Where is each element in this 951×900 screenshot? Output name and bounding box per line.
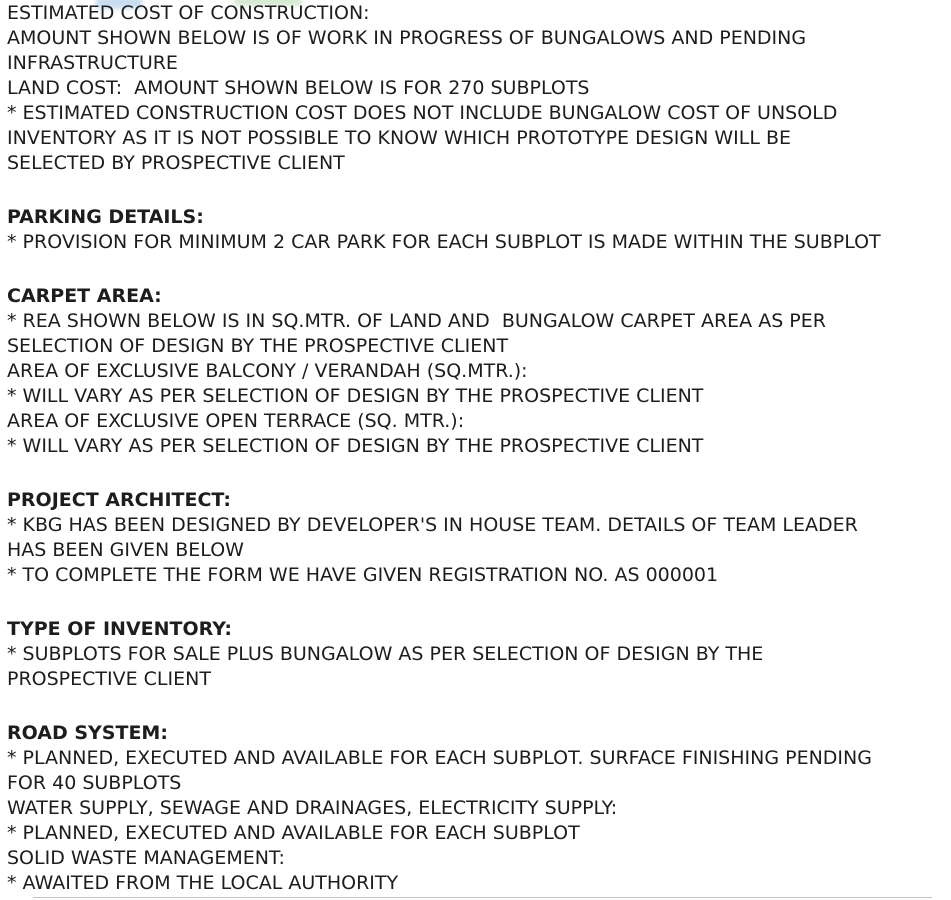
text-line: * REA SHOWN BELOW IS IN SQ.MTR. OF LAND AND BUNGALOW CARPET AREA AS PER xyxy=(7,310,826,332)
text-line: * TO COMPLETE THE FORM WE HAVE GIVEN REGISTRATION NO. AS 000001 xyxy=(7,564,719,586)
section-carpet-area xyxy=(7,284,951,459)
text-line: * SUBPLOTS FOR SALE PLUS BUNGALOW AS PER SELECTION OF DESIGN BY THE xyxy=(7,643,764,665)
section-heading: PROJECT ARCHITECT: xyxy=(7,489,231,511)
section-type-of-inventory xyxy=(7,617,951,692)
text-line: * WILL VARY AS PER SELECTION OF DESIGN BY THE PROSPECTIVE CLIENT xyxy=(7,435,704,457)
text-line: * PLANNED, EXECUTED AND AVAILABLE FOR EACH SUBPLOT. SURFACE FINISHING PENDING xyxy=(7,747,872,769)
text-line: HAS BEEN GIVEN BELOW xyxy=(7,539,244,561)
text-line: * WILL VARY AS PER SELECTION OF DESIGN BY THE PROSPECTIVE CLIENT xyxy=(7,385,704,407)
text-line: INFRASTRUCTURE xyxy=(7,52,178,74)
text-line: SELECTED BY PROSPECTIVE CLIENT xyxy=(7,152,345,174)
text-line: PROSPECTIVE CLIENT xyxy=(7,668,211,690)
section-parking-details xyxy=(7,205,951,255)
text-line: WATER SUPPLY, SEWAGE AND DRAINAGES, ELECTRICITY SUPPLY: xyxy=(7,797,618,819)
text-line: INVENTORY AS IT IS NOT POSSIBLE TO KNOW WHICH PROTOTYPE DESIGN WILL BE xyxy=(7,127,792,149)
text-line: FOR 40 SUBPLOTS xyxy=(7,772,182,794)
text-line: * AWAITED FROM THE LOCAL AUTHORITY xyxy=(7,872,399,894)
text-line: * PROVISION FOR MINIMUM 2 CAR PARK FOR EACH SUBPLOT IS MADE WITHIN THE SUBPLOT xyxy=(7,231,881,253)
section-estimated-cost xyxy=(7,1,951,176)
text-line: AREA OF EXCLUSIVE BALCONY / VERANDAH (SQ.MTR.): xyxy=(7,360,528,382)
section-project-architect xyxy=(7,488,951,588)
section-heading: TYPE OF INVENTORY: xyxy=(7,618,232,640)
text-line: AREA OF EXCLUSIVE OPEN TERRACE (SQ. MTR.): xyxy=(7,410,465,432)
text-line: SELECTION OF DESIGN BY THE PROSPECTIVE CLIENT xyxy=(7,335,509,357)
text-line: ESTIMATED COST OF CONSTRUCTION: xyxy=(7,2,370,24)
section-heading: PARKING DETAILS: xyxy=(7,206,204,228)
text-line: AMOUNT SHOWN BELOW IS OF WORK IN PROGRESS OF BUNGALOWS AND PENDING xyxy=(7,27,807,49)
section-heading: ROAD SYSTEM: xyxy=(7,722,168,744)
text-line: * ESTIMATED CONSTRUCTION COST DOES NOT INCLUDE BUNGALOW COST OF UNSOLD xyxy=(7,102,838,124)
text-line: SOLID WASTE MANAGEMENT: xyxy=(7,847,285,869)
bottom-gridline xyxy=(33,897,932,898)
section-heading: CARPET AREA: xyxy=(7,285,162,307)
section-road-system xyxy=(7,721,951,896)
text-line: LAND COST: AMOUNT SHOWN BELOW IS FOR 270 SUBPLOTS xyxy=(7,77,590,99)
text-line: * PLANNED, EXECUTED AND AVAILABLE FOR EACH SUBPLOT xyxy=(7,822,580,844)
text-line: * KBG HAS BEEN DESIGNED BY DEVELOPER'S IN HOUSE TEAM. DETAILS OF TEAM LEADER xyxy=(7,514,858,536)
